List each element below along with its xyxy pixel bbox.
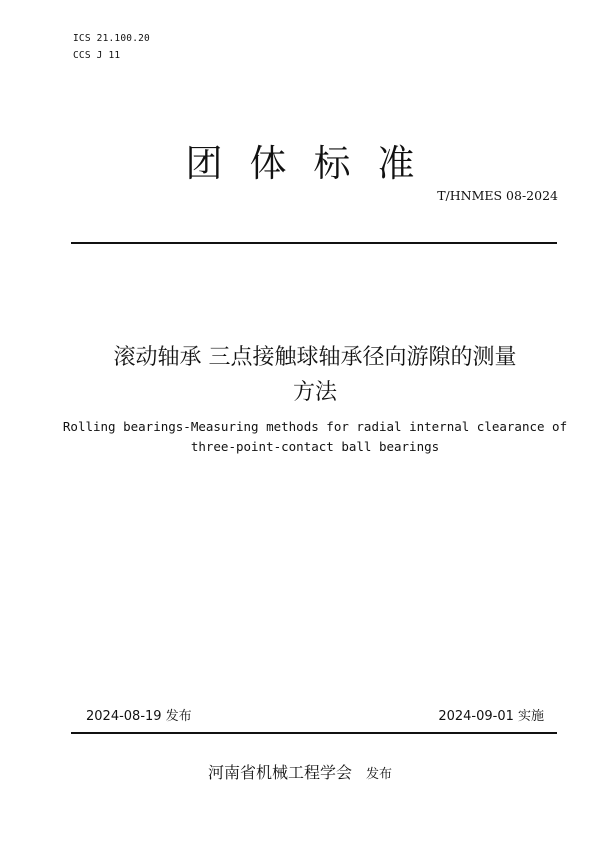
issue-date: 2024-08-19 发布 <box>86 709 192 724</box>
issuer-action: 发布 <box>366 767 393 782</box>
standard-type-title: 团体标准 <box>185 142 442 185</box>
top-divider <box>71 242 557 244</box>
english-title-line-2: three-point-contact ball bearings <box>190 439 440 454</box>
standard-number: T/HNMES 08-2024 <box>437 188 558 203</box>
chinese-title <box>60 340 570 410</box>
bottom-divider <box>71 732 557 734</box>
chinese-title-line-1: 滚动轴承 三点接触球轴承径向游隙的测量 <box>113 345 517 370</box>
chinese-title-line-2: 方法 <box>292 380 337 405</box>
implementation-date: 2024-09-01 实施 <box>438 709 544 724</box>
issuer <box>0 760 600 783</box>
ccs-code: CCS J 11 <box>73 50 121 61</box>
english-title <box>50 417 580 457</box>
ics-code: ICS 21.100.20 <box>73 33 150 44</box>
english-title-line-1: Rolling bearings-Measuring methods for radial internal clearance of <box>62 419 568 434</box>
issuer-name: 河南省机械工程学会 <box>207 763 352 782</box>
